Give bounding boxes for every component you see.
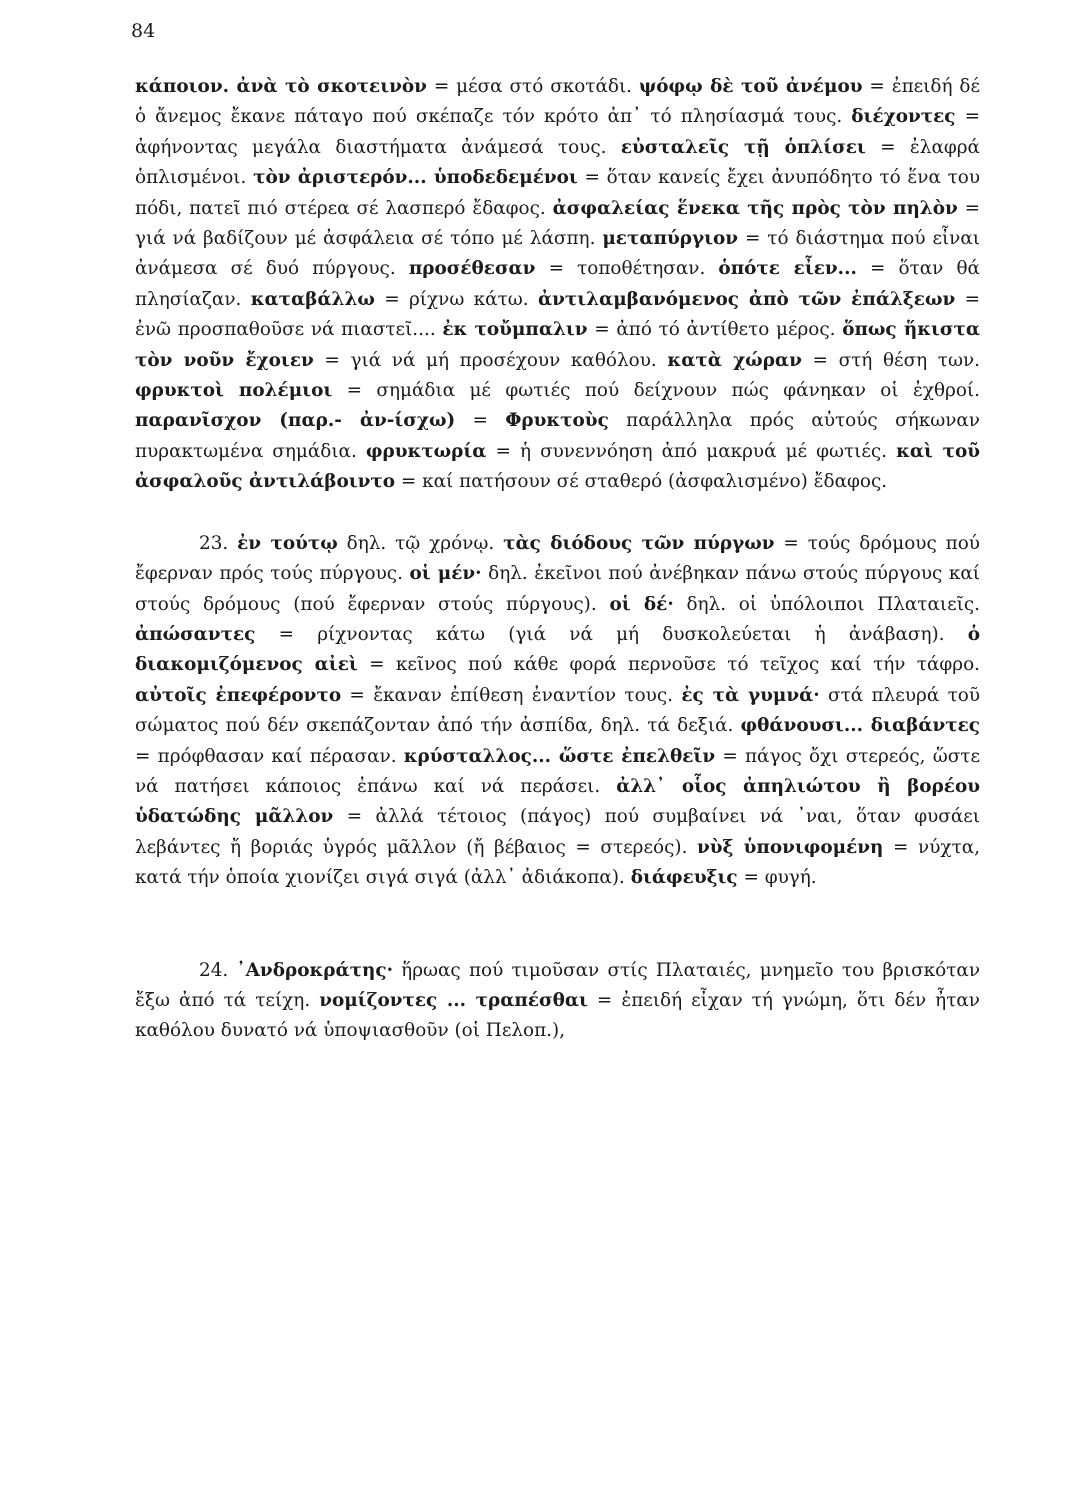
lemma: φρυκτωρία <box>365 440 487 462</box>
lemma: διέχοντες <box>851 106 956 128</box>
gloss: = ἐνῶ προσπαθοῦσε νά πιαστεῖ.... <box>135 288 980 341</box>
gloss: δηλ. οἱ ὑπόλοιποι Πλαταιεῖς. <box>673 593 980 615</box>
lemma: οἱ δέ· <box>609 593 674 615</box>
gloss: = τούς δρόμους πού ἔφερναν πρός τούς πύργους. <box>135 532 980 585</box>
lemma: ἀλλ᾽ οἷος ἀπηλιώτου ἢ βορέου ὑδατώδης μᾶλλον <box>135 775 980 828</box>
lemma: οἱ μέν· <box>409 563 482 585</box>
gloss: = τοποθέτησαν. <box>535 258 719 280</box>
lemma: καὶ τοῦ ἀσφαλοῦς ἀντιλάβοιντο <box>135 440 980 493</box>
lemma: ἀσφαλείας ἕνεκα τῆς πρὸς τὸν πηλὸν <box>552 197 958 219</box>
gloss: = πάγος ὄχι στερεός, ὥστε νά πατήσει κάποιος ἐπάνω καί νά περάσει. <box>135 745 980 797</box>
lemma: κάποιον. ἀνὰ τὸ σκοτεινὸν <box>135 76 427 97</box>
lemma: ψόφῳ δὲ τοῦ ἀνέμου <box>638 76 863 97</box>
lemma: παρανῖσχον (παρ.- ἀν-ίσχω) <box>135 410 456 432</box>
gloss: = τό διάστημα πού εἶναι ἀνάμεσα σέ δυό πύργους. <box>135 228 980 280</box>
lemma: τὸν ἀριστερόν... ὑποδεδεμένοι <box>253 167 578 189</box>
gloss: = πρόφθασαν καί πέρασαν. <box>135 745 404 767</box>
gloss: στά πλευρά τοῦ σώματος πού δέν σκεπάζονταν ἀπό τήν ἀσπίδα, δηλ. τά δεξιά. <box>135 684 981 737</box>
gloss: = κεῖνος πού κάθε φορά περνοῦσε τό τεῖχος καί τήν τάφρο. <box>357 654 980 676</box>
gloss: = ἐλαφρά ὁπλισμένοι. <box>135 136 980 189</box>
commentary-text <box>135 72 980 1047</box>
gloss: = ἀπό τό ἀντίθετο μέρος. <box>587 319 843 341</box>
gloss: = ἀλλά τέτοιος (πάγος) πού συμβαίνει νά ᾽ναι, ὅταν φυσάει λεβάντες ἤ βοριάς ὑγρός μᾶλλον (ἤ βέβαιος = στερεός). <box>135 806 980 858</box>
lemma: αὐτοῖς ἐπεφέροντο <box>135 684 342 706</box>
gloss: = ἀφήνοντας μεγάλα διαστήματα ἀνάμεσά τους. <box>135 106 980 158</box>
paragraph-24 <box>135 956 980 1047</box>
paragraph-gap <box>135 894 980 956</box>
lemma: ἀντιλαμβανόμενος ἀπὸ τῶν ἐπάλξεων <box>537 288 956 310</box>
gloss: = ἡ συνεννόηση ἀπό μακρυά μέ φωτιές. <box>486 440 897 462</box>
paragraph-gap <box>135 498 980 529</box>
lemma: ὁπότε εἶεν... <box>718 258 857 280</box>
gloss: = ἐπειδή εἶχαν τή γνώμη, ὅτι δέν ἦταν καθόλου δυνατό νά ὑποψιασθοῦν (οἱ Πελοπ.), <box>135 989 980 1042</box>
paragraph-number: 24. <box>199 959 237 981</box>
gloss: = φυγή. <box>737 867 817 889</box>
gloss: = νύχτα, κατά τήν ὁποία χιονίζει σιγά σιγά (ἀλλ᾽ ἀδιάκοπα). <box>135 836 981 889</box>
gloss: = καί πατήσουν σέ σταθερό (ἀσφαλισμένο) ἔδαφος. <box>395 471 888 493</box>
lemma: προσέθεσαν <box>408 258 536 280</box>
paragraph-23 <box>135 529 980 894</box>
gloss: = μέσα στό σκοτάδι. <box>426 76 639 97</box>
lemma: φθάνουσι... διαβάντες <box>740 715 980 737</box>
gloss: = <box>455 410 506 432</box>
lemma: νὺξ ὑπονιφομένη <box>697 836 884 858</box>
lemma: διάφευξις <box>630 867 738 889</box>
lemma: ἀπώσαντες <box>135 623 256 645</box>
paragraph-number: 23. <box>199 532 238 554</box>
lemma: κρύσταλλος... ὥστε ἐπελθεῖν <box>403 745 716 767</box>
page-number: 84 <box>131 20 156 42</box>
gloss: = ὅταν κανείς ἔχει ἀνυπόδητο τό ἕνα του πόδι, πατεῖ πιό στέρεα σέ λασπερό ἔδαφος. <box>135 167 980 219</box>
gloss: ἥρωας πού τιμοῦσαν στίς Πλαταιές, μνημεῖο του βρισκόταν ἔξω ἀπό τά τείχη. <box>135 959 981 1011</box>
gloss: = ὅταν θά πλησίαζαν. <box>135 258 980 310</box>
gloss: παράλληλα πρός αὐτούς σήκωναν πυρακτωμένα σημάδια. <box>135 410 980 462</box>
gloss: = ἐπειδή δέ ὁ ἄνεμος ἔκανε πάταγο πού σκέπαζε τόν κρότο ἀπ᾽ τό πλησίασμά τους. <box>135 76 980 128</box>
paragraph-22-continued <box>135 72 980 498</box>
lemma: ὁ διακομιζόμενος αἰεὶ <box>135 623 980 676</box>
lemma: καταβάλλω <box>250 288 375 310</box>
lemma: ἐς τὰ γυμνά· <box>681 684 820 706</box>
lemma: κατὰ χώραν <box>667 349 802 371</box>
gloss: = ρίχνω κάτω. <box>374 288 538 310</box>
lemma: ᾽Ανδροκράτης· <box>236 959 393 981</box>
gloss: = γιά νά μή προσέχουν καθόλου. <box>313 349 668 371</box>
lemma: μεταπύργιον <box>602 228 739 250</box>
gloss: = γιά νά βαδίζουν μέ ἀσφάλεια σέ τόπο μέ λάσπη. <box>135 197 980 250</box>
lemma: ἐν τούτῳ <box>237 532 338 554</box>
lemma: ὅπως ἥκιστα τὸν νοῦν ἔχοιεν <box>135 319 980 371</box>
gloss: δηλ. τῷ χρόνῳ. <box>337 532 504 554</box>
gloss: = ἔκαναν ἐπίθεση ἐναντίον τους. <box>341 684 682 706</box>
lemma: εὐσταλεῖς τῇ ὁπλίσει <box>620 136 866 158</box>
gloss: = στή θέση των. <box>801 349 980 371</box>
lemma: νομίζοντες ... τραπέσθαι <box>319 989 588 1011</box>
lemma: τὰς διόδους τῶν πύργων <box>503 532 775 554</box>
lemma: ἐκ τοὔμπαλιν <box>442 319 588 341</box>
gloss: δηλ. ἐκεῖνοι πού ἀνέβηκαν πάνω στούς πύργους καί στούς δρόμους (πού ἔφερναν στούς πύργους). <box>135 563 980 615</box>
gloss: = ρίχνοντας κάτω (γιά νά μή δυσκολεύεται ἡ ἀνάβαση). <box>255 623 968 645</box>
gloss: = σημάδια μέ φωτιές πού δείχνουν πώς φάνηκαν οἱ ἐχθροί. <box>332 380 980 402</box>
lemma: Φρυκτοὺς <box>505 410 609 432</box>
lemma: φρυκτοὶ πολέμιοι <box>135 380 333 402</box>
